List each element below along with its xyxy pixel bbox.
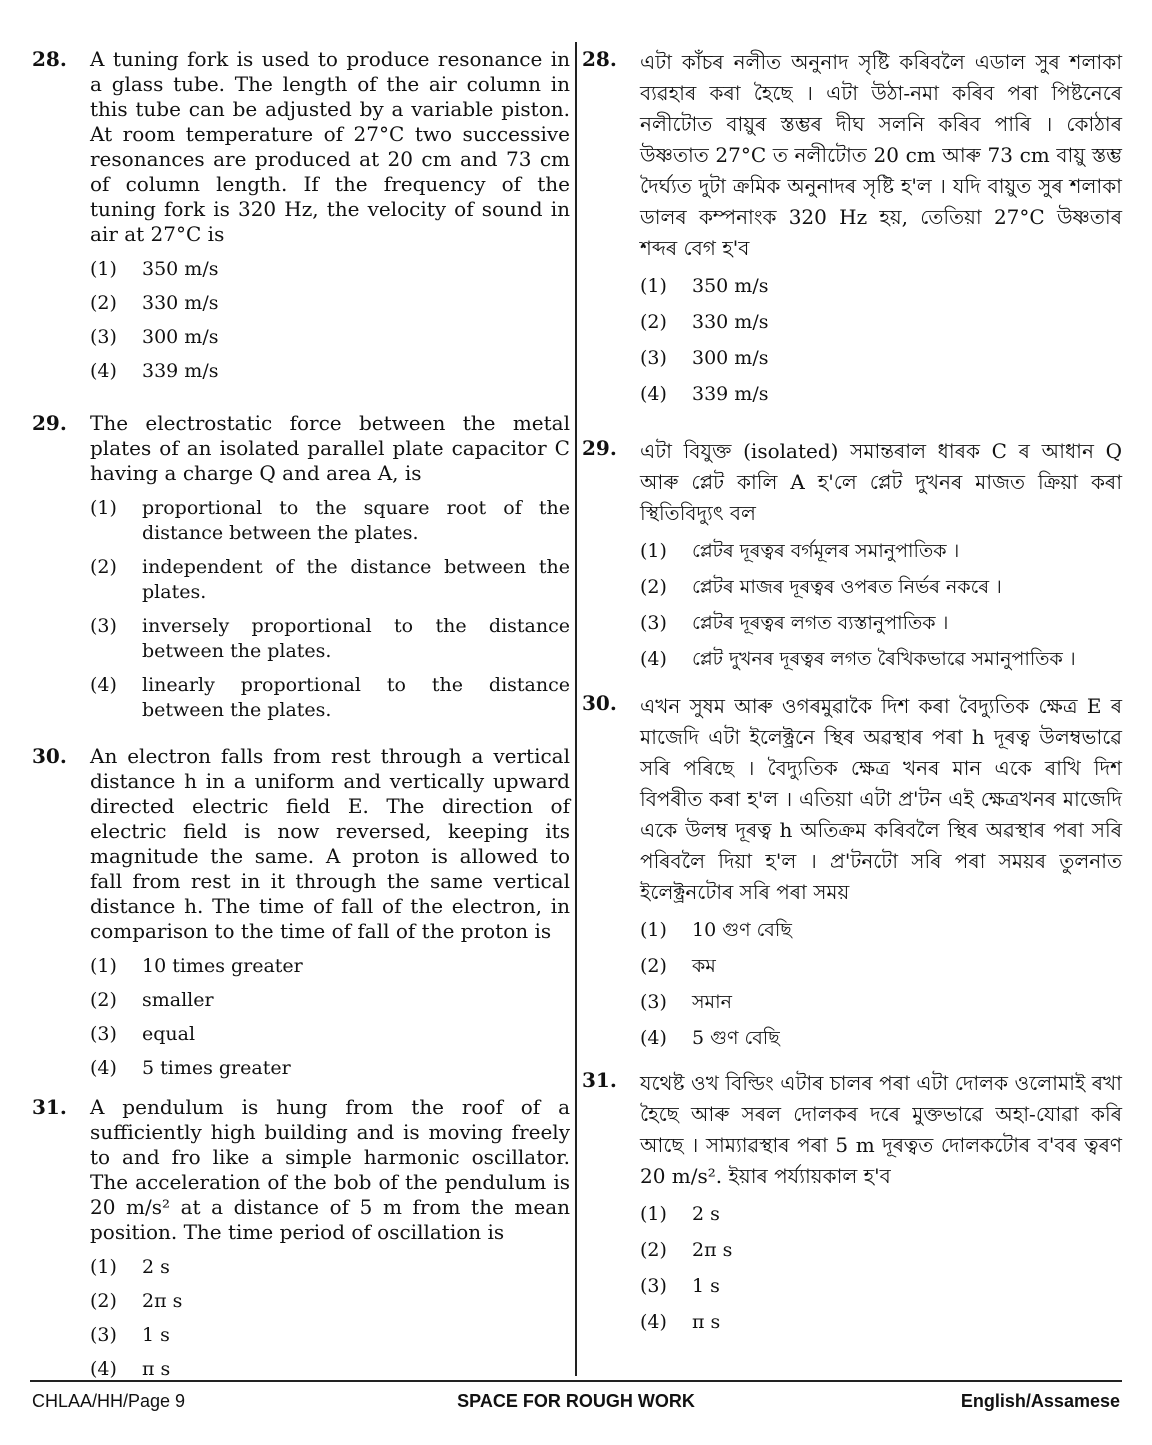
option-text: proportional to the square root of the distance between the plates. (142, 497, 570, 544)
question-3 (32, 739, 570, 1081)
question-text: An electron falls from rest through a vertical distance h in a uniform and vertically upward directed electric field E. The direction of electric field is now reversed, keeping its magnitude the same. A proton is allowed to fall from rest in it through the same vertical distance h. The time of fall of the electron, in comparison to the time of fall of the proton is (90, 744, 570, 943)
option-text: equal (142, 1023, 196, 1045)
option-3 (640, 346, 1122, 371)
footer-rule (30, 1380, 1122, 1382)
question-number: 31. (32, 1095, 67, 1119)
question-number: 31. (582, 1068, 617, 1092)
option-text: 5 times greater (142, 1057, 291, 1079)
option-4 (640, 1026, 1122, 1051)
option-text: 2π s (142, 1290, 183, 1312)
option-number: (4) (90, 1057, 117, 1079)
option-2 (90, 291, 570, 316)
option-number: (4) (90, 674, 117, 696)
option-number: (1) (640, 540, 667, 562)
question-text: A pendulum is hung from the roof of a sufficiently high building and is moving freely to and fro like a simple harmonic oscillator. The acceleration of the bob of the pendulum is 20 m/s² at a distance of 5 m from the mean position. The time period of oscillation is (90, 1095, 570, 1244)
option-1 (640, 918, 1122, 943)
option-1 (640, 1202, 1122, 1227)
question-text: এটা বিযুক্ত (isolated) সমান্তৰাল ধাৰক C ৰ আধান Q আৰু প্লেট কালি A হ'লে প্লেট দুখনৰ মাজত ক্ৰিয়া কৰা স্থিতিবিদ্যুৎ বল (640, 439, 1122, 525)
question-1 (582, 42, 1122, 407)
english-column (32, 42, 570, 1391)
option-1 (640, 539, 1122, 564)
option-1 (90, 257, 570, 282)
option-4 (640, 1310, 1122, 1335)
question-4 (32, 1090, 570, 1382)
option-number: (4) (640, 1027, 667, 1049)
question-2 (32, 406, 570, 723)
option-number: (2) (640, 311, 667, 333)
option-number: (2) (90, 1290, 117, 1312)
option-text: 2 s (142, 1256, 170, 1278)
option-text: 339 m/s (142, 360, 219, 382)
option-number: (2) (90, 989, 117, 1011)
option-3 (640, 990, 1122, 1015)
option-text: প্লেট দুখনৰ দূৰত্বৰ লগত ৰৈখিকভাৱে সমানুপাতিক । (692, 648, 1076, 670)
option-text: 10 গুণ বেছি (692, 919, 792, 941)
question-number: 29. (582, 436, 617, 460)
option-number: (2) (90, 556, 117, 578)
question-text: এটা কাঁচৰ নলীত অনুনাদ সৃষ্টি কৰিবলৈ এডাল সুৰ শলাকা ব্যৱহাৰ কৰা হৈছে । এটা উঠা-নমা কৰিব পৰা পিষ্টনেৰে নলীটোত বায়ুৰ স্তম্ভৰ দীঘ সলনি কৰিব পাৰি । কোঠাৰ উষ্ণতাত 27°C ত নলীটোত 20 cm আৰু 73 cm বায়ু স্তম্ভ দৈৰ্ঘ্যত দুটা ক্ৰমিক অনুনাদৰ সৃষ্টি হ'ল । যদি বায়ুত সুৰ শলাকা ডালৰ কম্পনাংক 320 Hz হয়, তেতিয়া 27°C উষ্ণতাৰ শব্দৰ বেগ হ'ব (640, 50, 1122, 260)
option-number: (1) (640, 1203, 667, 1225)
question-number: 30. (582, 691, 617, 715)
option-number: (4) (640, 383, 667, 405)
options-list (90, 1255, 570, 1382)
question-number: 28. (32, 47, 67, 71)
option-number: (3) (90, 326, 117, 348)
option-text: 350 m/s (692, 275, 769, 297)
option-text: 2π s (692, 1239, 733, 1261)
option-text: প্লেটৰ মাজৰ দূৰত্বৰ ওপৰত নিৰ্ভৰ নকৰে । (692, 576, 1002, 598)
option-number: (1) (640, 275, 667, 297)
option-number: (2) (90, 292, 117, 314)
option-1 (90, 1255, 570, 1280)
option-1 (90, 954, 570, 979)
option-text: independent of the distance between the plates. (142, 556, 570, 603)
option-text: 339 m/s (692, 383, 769, 405)
option-4 (640, 647, 1122, 672)
option-2 (640, 1238, 1122, 1263)
option-number: (4) (640, 1311, 667, 1333)
option-3 (640, 1274, 1122, 1299)
option-number: (3) (90, 1023, 117, 1045)
option-number: (3) (640, 991, 667, 1013)
page-code: CHLAA/HH/Page 9 (32, 1391, 186, 1411)
option-number: (2) (640, 576, 667, 598)
option-number: (1) (90, 497, 117, 519)
option-1 (90, 496, 570, 546)
option-text: কম (692, 955, 716, 977)
options-list (640, 918, 1122, 1051)
option-3 (90, 1022, 570, 1047)
options-list (90, 257, 570, 384)
option-number: (3) (90, 1324, 117, 1346)
option-3 (90, 614, 570, 664)
option-3 (90, 1323, 570, 1348)
option-3 (640, 611, 1122, 636)
option-text: 300 m/s (142, 326, 219, 348)
option-number: (3) (90, 615, 117, 637)
option-text: 1 s (692, 1275, 720, 1297)
question-number: 28. (582, 47, 617, 71)
question-4 (582, 1063, 1122, 1335)
question-3 (582, 686, 1122, 1051)
options-list (640, 1202, 1122, 1335)
option-2 (90, 988, 570, 1013)
options-list (90, 954, 570, 1081)
option-number: (1) (90, 1256, 117, 1278)
option-number: (3) (640, 612, 667, 634)
options-list (90, 496, 570, 723)
option-2 (640, 575, 1122, 600)
option-4 (90, 359, 570, 384)
option-1 (640, 274, 1122, 299)
option-number: (1) (90, 258, 117, 280)
option-number: (2) (640, 955, 667, 977)
question-text: এখন সুষম আৰু ওগৰমুৱাকৈ দিশ কৰা বৈদ্যুতিক ক্ষেত্ৰ E ৰ মাজেদি এটা ইলেক্ট্ৰনে স্থিৰ অৱস্থাৰ পৰা h দূৰত্ব উলম্বভাৱে সৰি পৰিছে । বৈদ্যুতিক ক্ষেত্ৰ খনৰ মান একে ৰাখি দিশ বিপৰীত কৰা হ'ল । এতিয়া এটা প্ৰ'টন এই ক্ষেত্ৰখনৰ মাজেদি একে উলম্ব দূৰত্ব h অতিক্ৰম কৰিবলৈ স্থিৰ অৱস্থাৰ পৰা সৰি পৰিবলৈ দিয়া হ'ল । প্ৰ'টনটো সৰি পৰা সময়ৰ তুলনাত ইলেক্ট্ৰনটোৰ সৰি পৰা সময় (640, 694, 1122, 904)
question-text: যথেষ্ট ওখ বিল্ডিং এটাৰ চালৰ পৰা এটা দোলক ওলোমাই ৰখা হৈছে আৰু সৰল দোলকৰ দৰে মুক্তভাৱে অহা-যোৱা কৰি আছে । সাম্যাৱস্থাৰ পৰা 5 m দূৰত্বত দোলকটোৰ ব'বৰ ত্বৰণ 20 m/s². ইয়াৰ পৰ্য্যায়কাল হ'ব (640, 1071, 1122, 1188)
option-4 (90, 1357, 570, 1382)
question-2 (582, 431, 1122, 672)
option-2 (640, 954, 1122, 979)
option-4 (90, 1056, 570, 1081)
question-number: 30. (32, 744, 67, 768)
option-number: (3) (640, 347, 667, 369)
option-number: (1) (90, 955, 117, 977)
assamese-column (582, 42, 1122, 1346)
option-2 (90, 555, 570, 605)
option-4 (640, 382, 1122, 407)
options-list (640, 274, 1122, 407)
option-number: (4) (90, 360, 117, 382)
question-text: A tuning fork is used to produce resonance in a glass tube. The length of the air column in this tube can be adjusted by a variable piston. At room temperature of 27°C two successive resonances are produced at 20 cm and 73 cm of column length. If the frequency of the tuning fork is 320 Hz, the velocity of sound in air at 27°C is (90, 47, 570, 246)
option-number: (1) (640, 919, 667, 941)
option-text: linearly proportional to the distance between the plates. (142, 674, 570, 721)
option-text: 350 m/s (142, 258, 219, 280)
option-number: (4) (640, 648, 667, 670)
option-number: (4) (90, 1358, 117, 1380)
option-text: π s (692, 1311, 721, 1333)
option-text: π s (142, 1358, 171, 1380)
option-text: 330 m/s (692, 311, 769, 333)
option-2 (90, 1289, 570, 1314)
option-number: (3) (640, 1275, 667, 1297)
option-text: 2 s (692, 1203, 720, 1225)
option-text: smaller (142, 989, 214, 1011)
option-text: প্লেটৰ দূৰত্বৰ বৰ্গমূলৰ সমানুপাতিক । (692, 540, 960, 562)
option-text: 5 গুণ বেছি (692, 1027, 780, 1049)
language-label: English/Assamese (960, 1391, 1120, 1411)
column-divider (575, 42, 577, 1376)
option-text: 300 m/s (692, 347, 769, 369)
option-text: inversely proportional to the distance between the plates. (142, 615, 570, 662)
option-4 (90, 673, 570, 723)
question-1 (32, 42, 570, 384)
option-text: প্লেটৰ দূৰত্বৰ লগত ব্যস্তানুপাতিক । (692, 612, 949, 634)
option-text: সমান (692, 991, 732, 1013)
question-number: 29. (32, 411, 67, 435)
option-number: (2) (640, 1239, 667, 1261)
options-list (640, 539, 1122, 672)
option-text: 330 m/s (142, 292, 219, 314)
question-text: The electrostatic force between the metal plates of an isolated parallel plate capacitor C having a charge Q and area A, is (90, 411, 570, 485)
rough-work-note: SPACE FOR ROUGH WORK (457, 1391, 695, 1411)
option-text: 10 times greater (142, 955, 303, 977)
option-3 (90, 325, 570, 350)
option-2 (640, 310, 1122, 335)
option-text: 1 s (142, 1324, 170, 1346)
